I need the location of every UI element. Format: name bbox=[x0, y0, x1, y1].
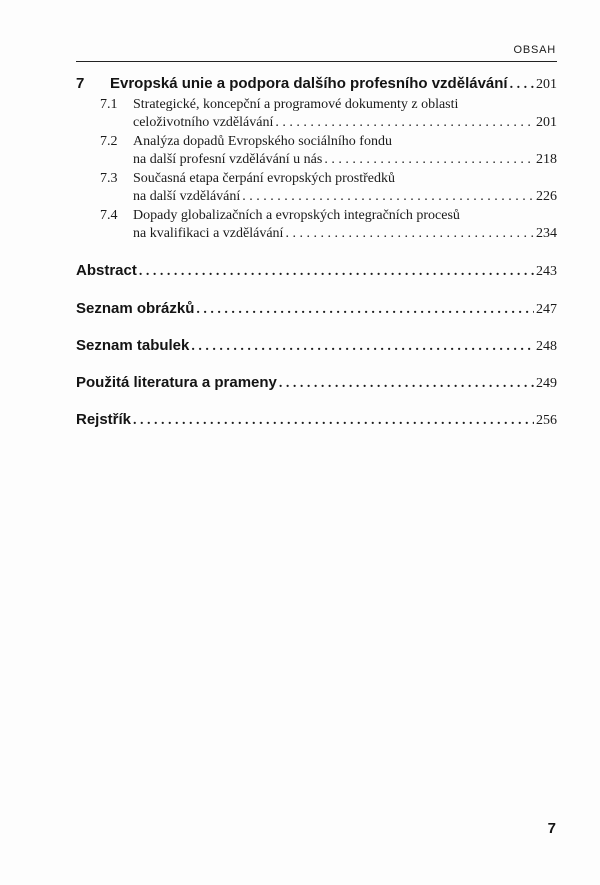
section-7-1-title-line1: Strategické, koncepční a programové dokumenty z oblasti bbox=[133, 97, 459, 112]
section-7-1-line2 bbox=[133, 115, 557, 131]
entry-page: 249 bbox=[536, 376, 557, 391]
toc-entry-seznam-obrazku bbox=[76, 300, 557, 318]
running-header: OBSAH bbox=[513, 44, 556, 56]
entry-title: Rejstřík bbox=[76, 411, 132, 428]
dot-leader bbox=[510, 77, 534, 93]
header-rule bbox=[76, 61, 557, 62]
section-7-1-page: 201 bbox=[536, 115, 557, 130]
entry-title: Seznam obrázků bbox=[76, 300, 195, 317]
entry-page: 256 bbox=[536, 413, 557, 428]
section-7-4-page: 234 bbox=[536, 226, 557, 241]
entry-title: Seznam tabulek bbox=[76, 337, 190, 354]
section-7-3-line2 bbox=[133, 189, 557, 205]
section-7-4-title-line1: Dopady globalizačních a evropských integračních procesů bbox=[133, 208, 460, 223]
dot-leader bbox=[285, 226, 534, 242]
section-7-2-title-line1: Analýza dopadů Evropského sociálního fondu bbox=[133, 134, 392, 149]
section-7-1-title-line2: celoživotního vzdělávání bbox=[133, 115, 274, 130]
dot-leader bbox=[275, 115, 534, 131]
section-7-3-title-line2: na další vzdělávání bbox=[133, 189, 241, 204]
entry-page: 243 bbox=[536, 264, 557, 279]
section-7-4-line2 bbox=[133, 226, 557, 242]
section-7-2-line2 bbox=[133, 152, 557, 168]
section-7-1-number: 7.1 bbox=[100, 97, 118, 112]
toc-entry-rejstrik bbox=[76, 411, 557, 429]
dot-leader bbox=[139, 264, 534, 280]
entry-page: 247 bbox=[536, 302, 557, 317]
dot-leader bbox=[279, 376, 534, 392]
section-7-2-page: 218 bbox=[536, 152, 557, 167]
chapter-title: Evropská unie a podpora dalšího profesního vzdělávání bbox=[110, 75, 508, 92]
toc-chapter-7 bbox=[76, 75, 557, 93]
section-7-2-number: 7.2 bbox=[100, 134, 118, 149]
dot-leader bbox=[191, 339, 534, 355]
toc-entry-abstract bbox=[76, 262, 557, 280]
entry-page: 248 bbox=[536, 339, 557, 354]
section-7-2-title-line2: na další profesní vzdělávání u nás bbox=[133, 152, 323, 167]
section-7-4-title-line2: na kvalifikaci a vzdělávání bbox=[133, 226, 284, 241]
toc-entry-seznam-tabulek bbox=[76, 337, 557, 355]
section-7-4-number: 7.4 bbox=[100, 208, 118, 223]
section-7-3-title-line1: Současná etapa čerpání evropských prostředků bbox=[133, 171, 396, 186]
entry-title: Použitá literatura a prameny bbox=[76, 374, 277, 391]
dot-leader bbox=[133, 413, 534, 429]
dot-leader bbox=[196, 302, 534, 318]
dot-leader bbox=[324, 152, 534, 168]
entry-title: Abstract bbox=[76, 262, 137, 279]
page-number: 7 bbox=[547, 820, 556, 837]
section-7-3-page: 226 bbox=[536, 189, 557, 204]
dot-leader bbox=[242, 189, 534, 205]
toc-entry-literatura bbox=[76, 374, 557, 392]
chapter-page: 201 bbox=[536, 77, 557, 92]
chapter-number: 7 bbox=[76, 75, 85, 92]
section-7-3-number: 7.3 bbox=[100, 171, 118, 186]
